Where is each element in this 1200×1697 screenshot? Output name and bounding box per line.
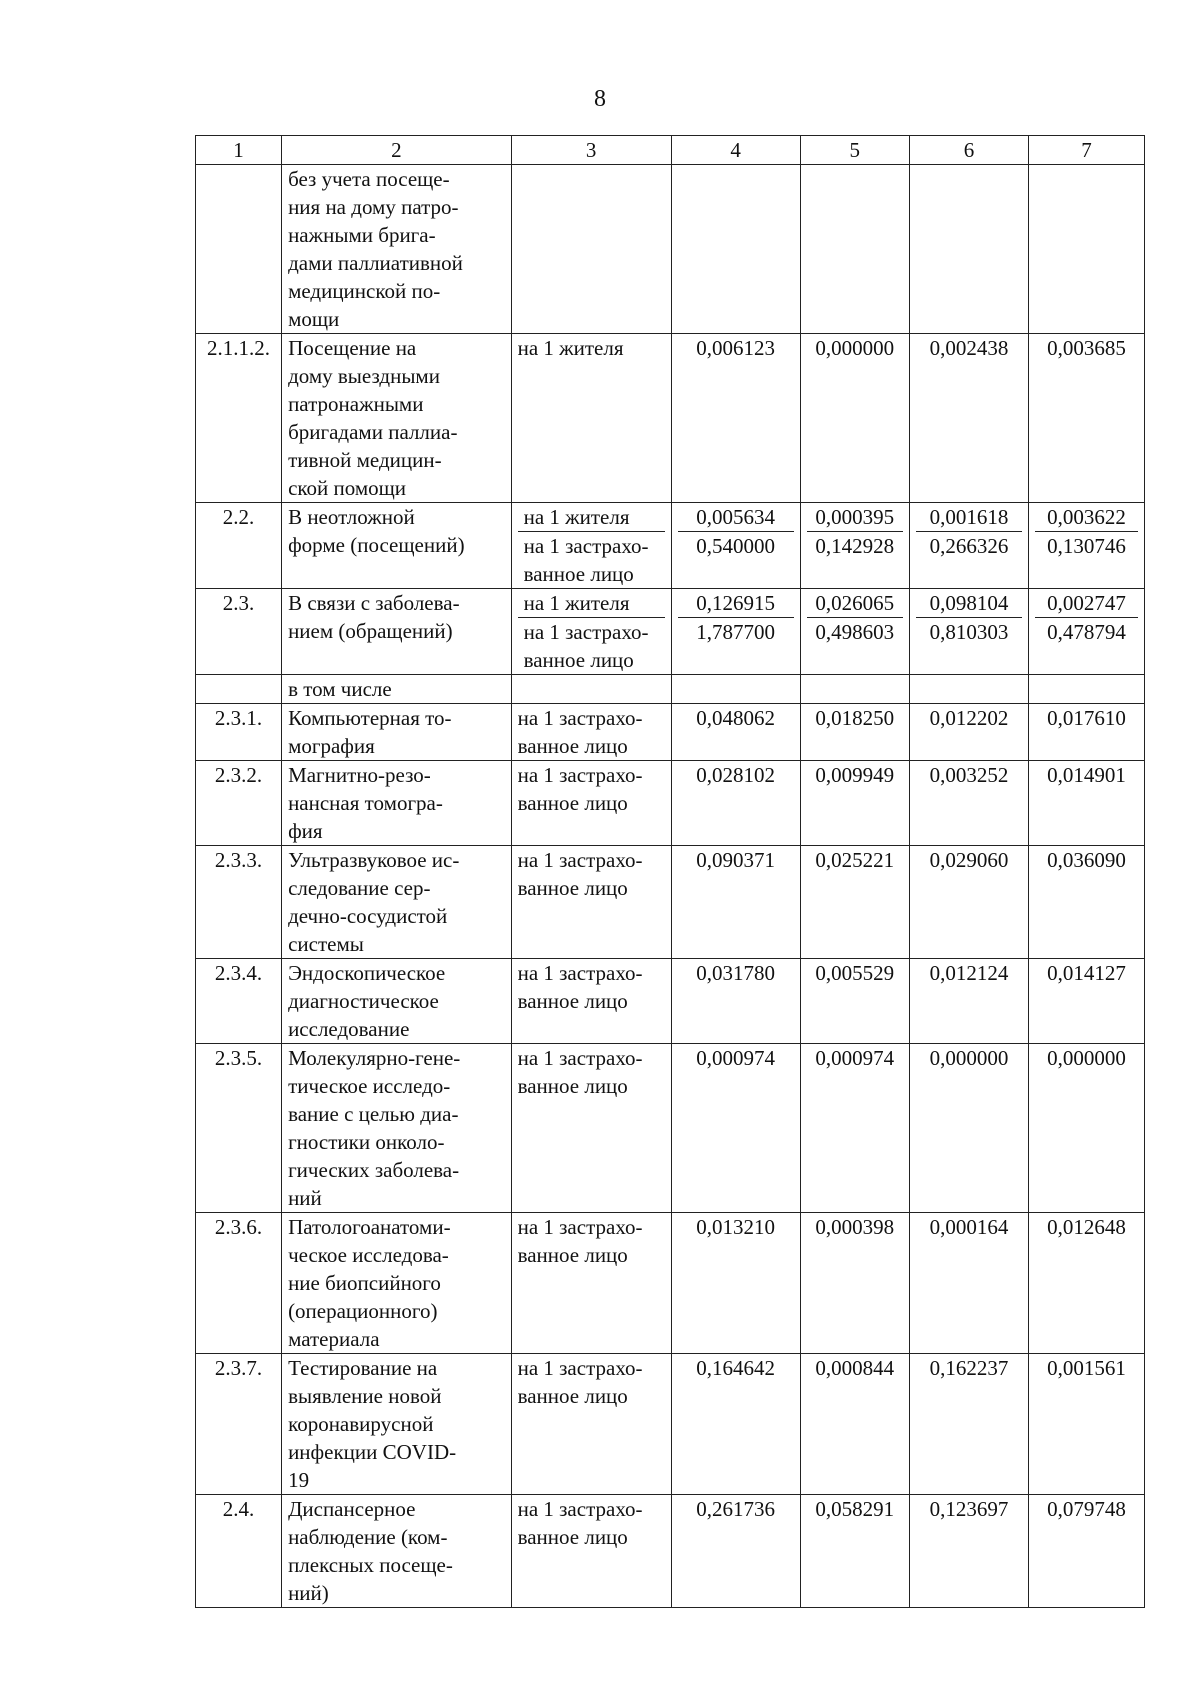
value-col7-line: 0,001561 xyxy=(1047,1356,1126,1380)
row-number: 2.3.7. xyxy=(196,1354,282,1495)
value-col5 xyxy=(800,1213,909,1354)
row-name: Патологоанатоми- ческое исследова- ние биопсийного (операционного) материала xyxy=(282,1213,512,1354)
value-col4 xyxy=(671,704,800,761)
unit-cell-line: на 1 застрахо- ванное лицо xyxy=(517,961,643,1013)
unit-cell-line: на 1 застрахо- ванное лицо xyxy=(517,1497,643,1549)
value-col4-line: 0,005634 xyxy=(696,505,775,529)
value-col5-line: 0,058291 xyxy=(815,1497,895,1521)
row-number xyxy=(196,165,282,334)
row-number: 2.3.2. xyxy=(196,761,282,846)
value-col7 xyxy=(1029,675,1145,704)
unit-cell-line: на 1 застрахо- ванное лицо xyxy=(517,1046,643,1098)
row-name: Компьютерная то- мография xyxy=(282,704,512,761)
value-col7-line: 0,014127 xyxy=(1047,961,1126,985)
value-col7 xyxy=(1029,1495,1145,1608)
value-col6-line: 0,012124 xyxy=(929,961,1009,985)
value-col4 xyxy=(671,1213,800,1354)
table-row xyxy=(196,761,1145,846)
unit-cell xyxy=(511,1495,671,1608)
row-name: Эндоскопическое диагностическое исследование xyxy=(282,959,512,1044)
row-name: без учета посеще- ния на дому патро- нажными брига- дами паллиативной медицинской по- мощи xyxy=(282,165,512,334)
value-col4 xyxy=(671,503,800,589)
column-header: 3 xyxy=(511,136,671,165)
row-name: Молекулярно-гене- тическое исследо- вание с целью диа- гностики онколо- гических заболева- ний xyxy=(282,1044,512,1213)
value-col4 xyxy=(671,846,800,959)
value-col4 xyxy=(671,1354,800,1495)
value-col5 xyxy=(800,503,909,589)
unit-cell xyxy=(511,334,671,503)
value-col7 xyxy=(1029,1044,1145,1213)
value-col7-line: 0,014901 xyxy=(1047,763,1126,787)
value-col6 xyxy=(909,503,1028,589)
value-col6 xyxy=(909,1354,1028,1495)
value-col4 xyxy=(671,334,800,503)
value-col5 xyxy=(800,675,909,704)
unit-cell xyxy=(511,165,671,334)
value-col7-line: 0,036090 xyxy=(1047,848,1126,872)
unit-cell-line: на 1 жителя xyxy=(523,505,630,529)
value-col5 xyxy=(800,959,909,1044)
value-col4-line: 0,006123 xyxy=(696,336,775,360)
value-col7 xyxy=(1029,761,1145,846)
value-col6 xyxy=(909,1495,1028,1608)
value-col4-line: 0,126915 xyxy=(696,591,775,615)
row-number: 2.4. xyxy=(196,1495,282,1608)
value-col7-line: 0,002747 xyxy=(1047,591,1126,615)
value-col4-line: 1,787700 xyxy=(678,617,794,646)
value-col4-line: 0,164642 xyxy=(696,1356,775,1380)
value-col7 xyxy=(1029,589,1145,675)
unit-cell-line: на 1 застрахо- ванное лицо xyxy=(517,706,643,758)
value-col6 xyxy=(909,761,1028,846)
table-row xyxy=(196,704,1145,761)
value-col5-line: 0,000000 xyxy=(815,336,895,360)
table-row xyxy=(196,334,1145,503)
value-col5-line: 0,018250 xyxy=(815,706,895,730)
unit-cell xyxy=(511,503,671,589)
value-col7 xyxy=(1029,1354,1145,1495)
row-number: 2.3.1. xyxy=(196,704,282,761)
value-col5 xyxy=(800,165,909,334)
value-col4-line: 0,028102 xyxy=(696,763,775,787)
value-col7 xyxy=(1029,165,1145,334)
value-col5-line: 0,142928 xyxy=(807,531,903,560)
unit-cell-line: на 1 жителя xyxy=(523,591,630,615)
value-col5-line: 0,498603 xyxy=(807,617,903,646)
table-body xyxy=(196,165,1145,1608)
value-col5-line: 0,005529 xyxy=(815,961,895,985)
unit-cell-line: на 1 застрахо- ванное лицо xyxy=(518,617,665,674)
value-col4 xyxy=(671,1495,800,1608)
value-col7 xyxy=(1029,846,1145,959)
row-number: 2.3.5. xyxy=(196,1044,282,1213)
unit-cell-line: на 1 застрахо- ванное лицо xyxy=(518,531,665,588)
column-header: 4 xyxy=(671,136,800,165)
value-col4-line: 0,013210 xyxy=(696,1215,775,1239)
value-col6-line: 0,029060 xyxy=(929,848,1009,872)
row-number: 2.3. xyxy=(196,589,282,675)
value-col7-line: 0,003685 xyxy=(1047,336,1126,360)
value-col5 xyxy=(800,1354,909,1495)
value-col4 xyxy=(671,761,800,846)
value-col7-line: 0,079748 xyxy=(1047,1497,1126,1521)
unit-cell xyxy=(511,1354,671,1495)
value-col6 xyxy=(909,704,1028,761)
value-col4-line: 0,540000 xyxy=(678,531,794,560)
value-col6 xyxy=(909,589,1028,675)
normative-table xyxy=(195,135,1145,1608)
page-number: 8 xyxy=(594,86,606,112)
unit-cell xyxy=(511,589,671,675)
value-col5-line: 0,000398 xyxy=(815,1215,895,1239)
value-col4 xyxy=(671,1044,800,1213)
value-col5-line: 0,000395 xyxy=(815,505,895,529)
unit-cell-line: на 1 застрахо- ванное лицо xyxy=(517,1356,643,1408)
value-col6-line: 0,012202 xyxy=(929,706,1009,730)
table-row xyxy=(196,959,1145,1044)
table-row xyxy=(196,1044,1145,1213)
column-header: 2 xyxy=(282,136,512,165)
value-col6-line: 0,000000 xyxy=(929,1046,1009,1070)
value-col4 xyxy=(671,165,800,334)
value-col4-line: 0,031780 xyxy=(696,961,775,985)
unit-cell xyxy=(511,959,671,1044)
row-name: Тестирование на выявление новой коронавирусной инфекции COVID- 19 xyxy=(282,1354,512,1495)
value-col6 xyxy=(909,959,1028,1044)
row-name: Ультразвуковое ис- следование сер- дечно-сосудистой системы xyxy=(282,846,512,959)
value-col4-line: 0,090371 xyxy=(696,848,775,872)
value-col6-line: 0,162237 xyxy=(929,1356,1009,1380)
column-header: 6 xyxy=(909,136,1028,165)
value-col7-line: 0,017610 xyxy=(1047,706,1126,730)
row-name: Магнитно-резо- нансная томогра- фия xyxy=(282,761,512,846)
value-col6-line: 0,810303 xyxy=(916,617,1022,646)
row-number: 2.1.1.2. xyxy=(196,334,282,503)
value-col7 xyxy=(1029,1213,1145,1354)
unit-cell-line: на 1 жителя xyxy=(517,336,624,360)
value-col7 xyxy=(1029,959,1145,1044)
value-col7-line: 0,130746 xyxy=(1035,531,1138,560)
row-name: в том числе xyxy=(282,675,512,704)
value-col4 xyxy=(671,959,800,1044)
row-number: 2.2. xyxy=(196,503,282,589)
row-number: 2.3.4. xyxy=(196,959,282,1044)
column-header: 1 xyxy=(196,136,282,165)
value-col6 xyxy=(909,1213,1028,1354)
value-col6-line: 0,266326 xyxy=(916,531,1022,560)
value-col5-line: 0,000844 xyxy=(815,1356,895,1380)
value-col5 xyxy=(800,334,909,503)
table-row xyxy=(196,589,1145,675)
value-col5 xyxy=(800,1495,909,1608)
value-col6-line: 0,000164 xyxy=(929,1215,1009,1239)
unit-cell-line: на 1 застрахо- ванное лицо xyxy=(517,848,643,900)
unit-cell xyxy=(511,1213,671,1354)
table-row xyxy=(196,1213,1145,1354)
column-number-row xyxy=(196,136,1145,165)
table-row xyxy=(196,1354,1145,1495)
value-col5-line: 0,026065 xyxy=(815,591,895,615)
value-col6 xyxy=(909,1044,1028,1213)
table-row xyxy=(196,165,1145,334)
value-col7-line: 0,000000 xyxy=(1047,1046,1126,1070)
unit-cell xyxy=(511,846,671,959)
value-col4-line: 0,048062 xyxy=(696,706,775,730)
value-col6 xyxy=(909,165,1028,334)
value-col7-line: 0,478794 xyxy=(1035,617,1138,646)
value-col5 xyxy=(800,846,909,959)
value-col5 xyxy=(800,1044,909,1213)
row-name: Посещение на дому выездными патронажными бригадами паллиа- тивной медицин- ской помощи xyxy=(282,334,512,503)
value-col6-line: 0,001618 xyxy=(929,505,1009,529)
unit-cell-line: на 1 застрахо- ванное лицо xyxy=(517,1215,643,1267)
value-col4-line: 0,000974 xyxy=(696,1046,775,1070)
row-name: В неотложной форме (посещений) xyxy=(282,503,512,589)
value-col4-line: 0,261736 xyxy=(696,1497,775,1521)
table-row xyxy=(196,846,1145,959)
table-row xyxy=(196,1495,1145,1608)
column-header: 7 xyxy=(1029,136,1145,165)
table-row xyxy=(196,675,1145,704)
value-col6-line: 0,098104 xyxy=(929,591,1009,615)
unit-cell xyxy=(511,704,671,761)
column-header: 5 xyxy=(800,136,909,165)
value-col7 xyxy=(1029,704,1145,761)
value-col4 xyxy=(671,589,800,675)
value-col5 xyxy=(800,704,909,761)
value-col6 xyxy=(909,675,1028,704)
row-name: Диспансерное наблюдение (ком- плексных посеще- ний) xyxy=(282,1495,512,1608)
row-name: В связи с заболева- нием (обращений) xyxy=(282,589,512,675)
value-col5-line: 0,000974 xyxy=(815,1046,895,1070)
value-col6-line: 0,003252 xyxy=(929,763,1009,787)
value-col6 xyxy=(909,846,1028,959)
value-col6-line: 0,123697 xyxy=(929,1497,1009,1521)
value-col6-line: 0,002438 xyxy=(929,336,1009,360)
value-col5-line: 0,009949 xyxy=(815,763,895,787)
row-number: 2.3.6. xyxy=(196,1213,282,1354)
unit-cell xyxy=(511,761,671,846)
unit-cell xyxy=(511,675,671,704)
value-col6 xyxy=(909,334,1028,503)
unit-cell-line: на 1 застрахо- ванное лицо xyxy=(517,763,643,815)
value-col5-line: 0,025221 xyxy=(815,848,895,872)
unit-cell xyxy=(511,1044,671,1213)
table-row xyxy=(196,503,1145,589)
row-number: 2.3.3. xyxy=(196,846,282,959)
row-number xyxy=(196,675,282,704)
value-col4 xyxy=(671,675,800,704)
value-col7-line: 0,003622 xyxy=(1047,505,1126,529)
value-col5 xyxy=(800,589,909,675)
value-col7 xyxy=(1029,334,1145,503)
value-col7 xyxy=(1029,503,1145,589)
value-col5 xyxy=(800,761,909,846)
value-col7-line: 0,012648 xyxy=(1047,1215,1126,1239)
